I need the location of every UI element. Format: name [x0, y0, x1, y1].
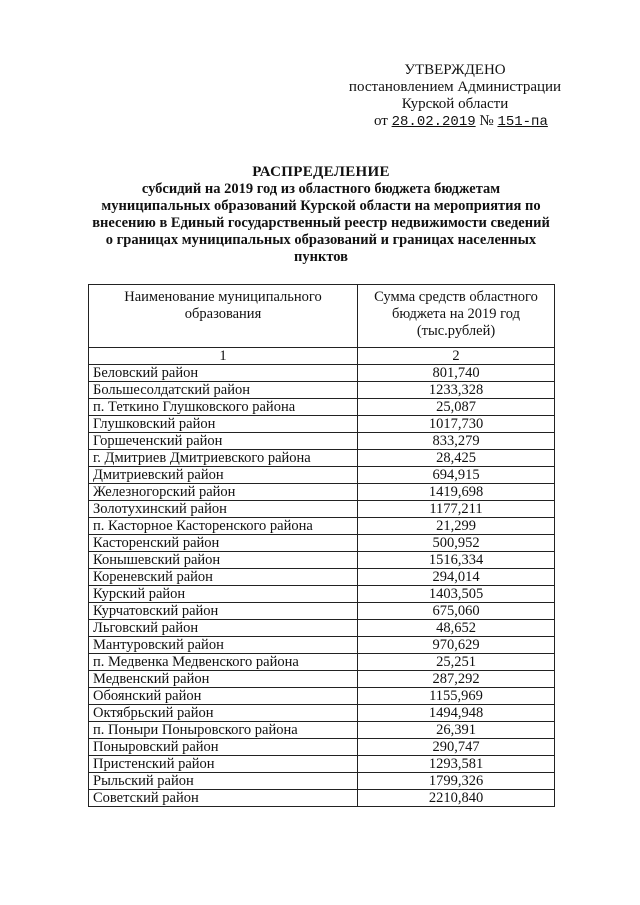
table-row — [89, 773, 555, 790]
table-row — [89, 416, 555, 433]
municipality-name: п. Медвенка Медвенского района — [89, 654, 358, 671]
subsidy-amount: 1293,581 — [358, 756, 555, 773]
approved-label: УТВЕРЖДЕНО — [404, 62, 506, 78]
table-row — [89, 501, 555, 518]
municipality-name: Касторенский район — [89, 535, 358, 552]
subsidy-amount: 970,629 — [358, 637, 555, 654]
municipality-name: п. Поныри Поныровского района — [89, 722, 358, 739]
subsidy-amount: 694,915 — [358, 467, 555, 484]
table-row — [89, 450, 555, 467]
table-row — [89, 688, 555, 705]
table-row — [89, 722, 555, 739]
subsidy-amount: 294,014 — [358, 569, 555, 586]
subsidy-amount: 833,279 — [358, 433, 555, 450]
subsidy-amount: 28,425 — [358, 450, 555, 467]
table-row — [89, 705, 555, 722]
municipality-name: Большесолдатский район — [89, 382, 358, 399]
table-row — [89, 552, 555, 569]
column-number: 1 — [89, 348, 358, 365]
table-row — [89, 654, 555, 671]
approved-region-label: Курской области — [401, 96, 509, 112]
municipality-name: Золотухинский район — [89, 501, 358, 518]
municipality-name: Октябрьский район — [89, 705, 358, 722]
table-row — [89, 756, 555, 773]
table-row — [89, 637, 555, 654]
subsidy-table — [88, 284, 555, 807]
municipality-name: Поныровский район — [89, 739, 358, 756]
municipality-name: Советский район — [89, 790, 358, 807]
municipality-name: Курский район — [89, 586, 358, 603]
title-line: субсидий на 2019 год из областного бюджета бюджетам — [141, 181, 501, 197]
subsidy-amount: 1017,730 — [358, 416, 555, 433]
column-number: 2 — [358, 348, 555, 365]
municipality-name: Льговский район — [89, 620, 358, 637]
subsidy-amount: 2210,840 — [358, 790, 555, 807]
approval-number: 151-па — [497, 114, 548, 130]
approval-stamp — [330, 62, 580, 131]
title-line: пунктов — [294, 249, 348, 265]
subsidy-amount: 21,299 — [358, 518, 555, 535]
header-amount: Сумма средств областного бюджета на 2019 год (тыс.рублей) — [358, 285, 555, 348]
table-row — [89, 518, 555, 535]
subsidy-amount: 25,251 — [358, 654, 555, 671]
subsidy-amount: 290,747 — [358, 739, 555, 756]
table-row — [89, 569, 555, 586]
table-row — [89, 484, 555, 501]
subsidy-amount: 801,740 — [358, 365, 555, 382]
subsidy-amount: 1494,948 — [358, 705, 555, 722]
title-line: внесению в Единый государственный реестр недвижимости сведений — [92, 215, 550, 231]
subsidy-amount: 287,292 — [358, 671, 555, 688]
subsidy-amount: 1516,334 — [358, 552, 555, 569]
municipality-name: Дмитриевский район — [89, 467, 358, 484]
approval-date: 28.02.2019 — [391, 114, 476, 130]
subsidy-amount: 1403,505 — [358, 586, 555, 603]
municipality-name: Рыльский район — [89, 773, 358, 790]
municipality-name: Горшеченский район — [89, 433, 358, 450]
number-prefix: № — [479, 113, 494, 129]
municipality-name: Курчатовский район — [89, 603, 358, 620]
subsidy-amount: 1233,328 — [358, 382, 555, 399]
table-row — [89, 586, 555, 603]
subsidy-amount: 1799,326 — [358, 773, 555, 790]
document-title — [84, 164, 558, 266]
date-prefix: от — [374, 113, 388, 129]
subsidy-amount: 675,060 — [358, 603, 555, 620]
approval-date-line — [330, 113, 580, 131]
table-header-row — [89, 285, 555, 348]
municipality-name: Мантуровский район — [89, 637, 358, 654]
table-body — [89, 365, 555, 807]
title-line: муниципальных образований Курской области на мероприятия по — [101, 198, 541, 214]
municipality-name: г. Дмитриев Дмитриевского района — [89, 450, 358, 467]
municipality-name: п. Касторное Касторенского района — [89, 518, 358, 535]
table-row — [89, 399, 555, 416]
header-name: Наименование муниципального образования — [89, 285, 358, 348]
subsidy-amount: 500,952 — [358, 535, 555, 552]
subsidy-amount: 1419,698 — [358, 484, 555, 501]
municipality-name: Обоянский район — [89, 688, 358, 705]
table-row — [89, 739, 555, 756]
subsidy-amount: 26,391 — [358, 722, 555, 739]
approved-by-label: постановлением Администрации — [348, 79, 562, 95]
municipality-name: п. Теткино Глушковского района — [89, 399, 358, 416]
table-row — [89, 620, 555, 637]
title-line: о границах муниципальных образований и границах населенных — [105, 232, 537, 248]
subsidy-amount: 48,652 — [358, 620, 555, 637]
title-heading: РАСПРЕДЕЛЕНИЕ — [252, 164, 390, 180]
column-number-row — [89, 348, 555, 365]
municipality-name: Беловский район — [89, 365, 358, 382]
table-row — [89, 365, 555, 382]
municipality-name: Железногорский район — [89, 484, 358, 501]
subsidy-amount: 1177,211 — [358, 501, 555, 518]
table-row — [89, 535, 555, 552]
municipality-name: Медвенский район — [89, 671, 358, 688]
table-row — [89, 433, 555, 450]
table-row — [89, 671, 555, 688]
municipality-name: Кореневский район — [89, 569, 358, 586]
table-row — [89, 790, 555, 807]
table-row — [89, 382, 555, 399]
municipality-name: Глушковский район — [89, 416, 358, 433]
table-row — [89, 603, 555, 620]
subsidy-amount: 25,087 — [358, 399, 555, 416]
municipality-name: Конышевский район — [89, 552, 358, 569]
municipality-name: Пристенский район — [89, 756, 358, 773]
table-row — [89, 467, 555, 484]
subsidy-amount: 1155,969 — [358, 688, 555, 705]
